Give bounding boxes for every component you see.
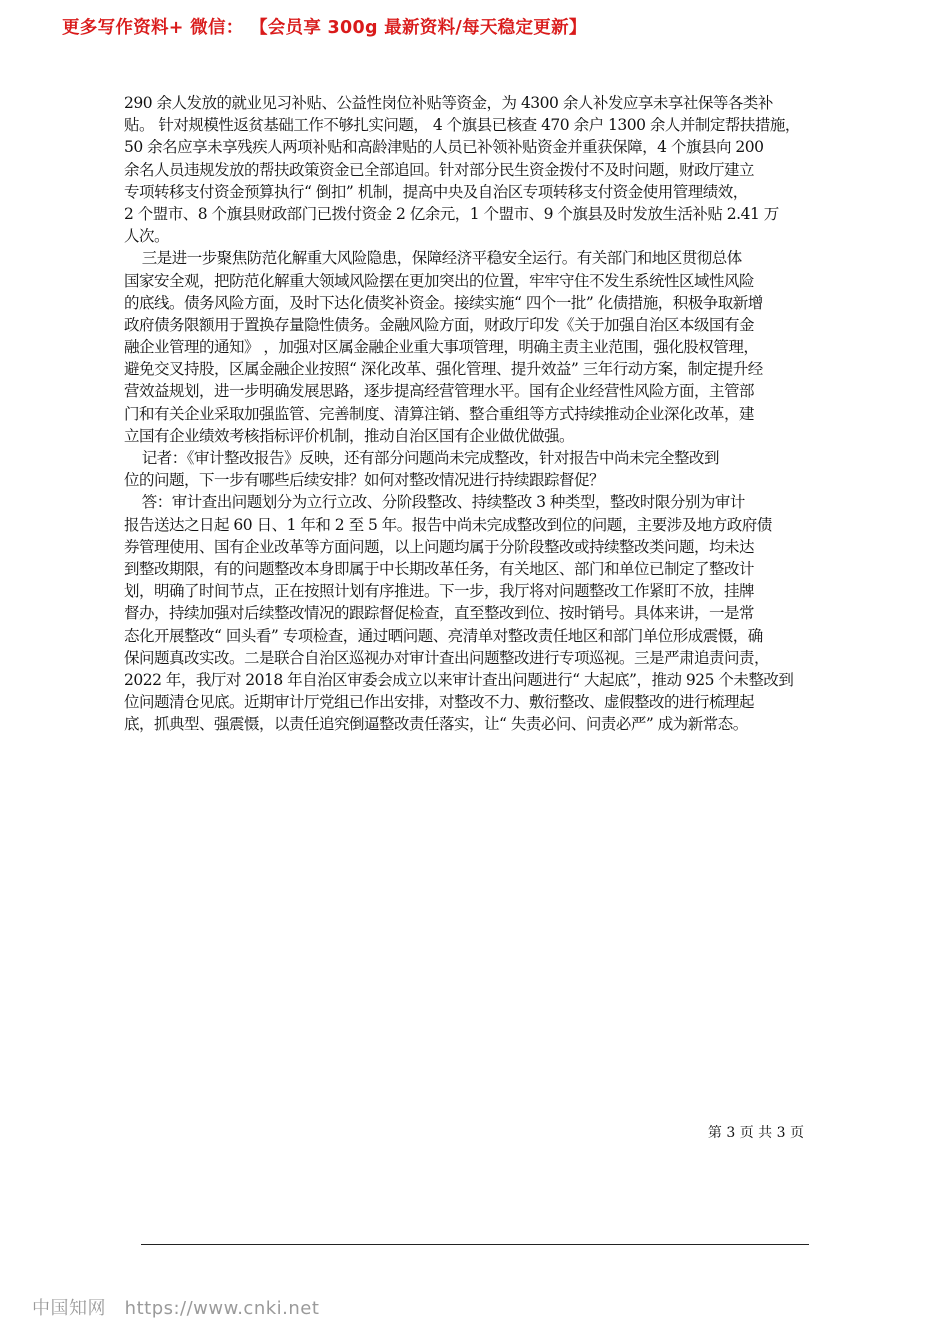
text-line: 到整改期限，有的问题整改本身即属于中长期改革任务，有关地区、部门和单位已制定了整改计 xyxy=(124,559,755,578)
text-line: 态化开展整改“ 回头看” 专项检查，通过晒问题、亮清单对整改责任地区和部门单位形成震慑，确 xyxy=(124,626,763,645)
text-line: 位问题清仓见底。近期审计厅党组已作出安排，对整改不力、敷衍整改、虚假整改的进行梳理起 xyxy=(124,693,755,712)
text-line: 底，抓典型、强震慑，以责任追究倒逼整改责任落实，让“ 失责必问、问责必严” 成为新常态。 xyxy=(124,715,748,734)
text-line: 保问题真改实改。二是联合自治区巡视办对审计查出问题整改进行专项巡视。三是严肃追责问责， xyxy=(124,648,770,667)
page-number: 第 3 页 共 3 页 xyxy=(707,1125,804,1141)
text-line: 50 余名应享未享残疾人两项补贴和高龄津贴的人员已补领补贴资金并重获保障，4 个旗县向 200 xyxy=(124,138,764,157)
text-line: 政府债务限额用于置换存量隐性债务。金融风险方面，财政厅印发《关于加强自治区本级国有金 xyxy=(124,315,755,334)
text-line: 答：审计查出问题划分为立行立改、分阶段整改、持续整改 3 种类型，整改时限分别为审计 xyxy=(124,493,745,512)
text-line: 290 余人发放的就业见习补贴、公益性岗位补贴等资金，为 4300 余人补发应享未享社保等各类补 xyxy=(124,94,773,112)
text-line: 国家安全观，把防范化解重大领域风险摆在更加突出的位置，牢牢守住不发生系统性区域性风险 xyxy=(124,271,755,290)
text-line: 记者：《审计整改报告》反映，还有部分问题尚未完成整改，针对报告中尚未完全整改到 xyxy=(124,449,719,467)
text-line: 券管理使用、国有企业改革等方面问题，以上问题均属于分阶段整改或持续整改类问题，均未达 xyxy=(124,537,755,556)
text-line: 营效益规划，进一步明确发展思路，逐步提高经营管理水平。国有企业经营性风险方面，主管部 xyxy=(124,382,755,401)
text-line: 贴。 针对规模性返贫基础工作不够扎实问题， 4 个旗县已核查 470 余户 1300 余人并制定帮扶措施， xyxy=(124,116,800,135)
text-line: 人次。 xyxy=(124,227,170,246)
text-line: 的底线。债务风险方面，及时下达化债奖补资金。接续实施“ 四个一批” 化债措施，积极争取新增 xyxy=(124,293,763,312)
text-line: 2 个盟市、8 个旗县财政部门已拨付资金 2 亿余元，1 个盟市、9 个旗县及时发放生活补贴 2.41 万 xyxy=(124,204,779,223)
text-line: 2022 年，我厅对 2018 年自治区审委会成立以来审计查出问题进行“ 大起底”，推动 925 个未整改到 xyxy=(124,670,794,689)
text-line: 立国有企业绩效考核指标评价机制，推动自治区国有企业做优做强。 xyxy=(124,426,575,445)
footer-divider xyxy=(141,1244,809,1245)
text-line: 三是进一步聚焦防范化解重大风险隐患，保障经济平稳安全运行。有关部门和地区贯彻总体 xyxy=(124,249,742,268)
text-line: 避免交叉持股，区属金融企业按照“ 深化改革、强化管理、提升效益” 三年行动方案，制定提升经 xyxy=(124,360,763,379)
cnki-watermark: 中国知网 https://www.cnki.net xyxy=(32,1298,320,1319)
text-line: 督办，持续加强对后续整改情况的跟踪督促检查，直至整改到位、按时销号。具体来讲，一是常 xyxy=(124,604,755,623)
text-line: 门和有关企业采取加强监管、完善制度、清算注销、整合重组等方式持续推动企业深化改革，建 xyxy=(124,404,755,423)
text-line: 报告送达之日起 60 日、1 年和 2 至 5 年。报告中尚未完成整改到位的问题，主要涉及地方政府债 xyxy=(124,515,772,534)
promo-banner: 更多写作资料+ 微信： 【会员享 300g 最新资料/每天稳定更新】 xyxy=(62,18,587,38)
document-body xyxy=(124,92,824,735)
text-line: 余名人员违规发放的帮扶政策资金已全部追回。针对部分民生资金拨付不及时问题，财政厅建立 xyxy=(124,160,755,179)
text-line: 划，明确了时间节点，正在按照计划有序推进。下一步，我厅将对问题整改工作紧盯不放，挂牌 xyxy=(124,582,755,601)
text-line: 融企业管理的通知》 ，加强对区属金融企业重大事项管理，明确主责主业范围，强化股权管理， xyxy=(124,338,759,357)
text-line: 专项转移支付资金预算执行“ 倒扣” 机制，提高中央及自治区专项转移支付资金使用管理绩效， xyxy=(124,182,748,201)
text-line: 位的问题，下一步有哪些后续安排？如何对整改情况进行持续跟踪督促？ xyxy=(124,471,605,490)
